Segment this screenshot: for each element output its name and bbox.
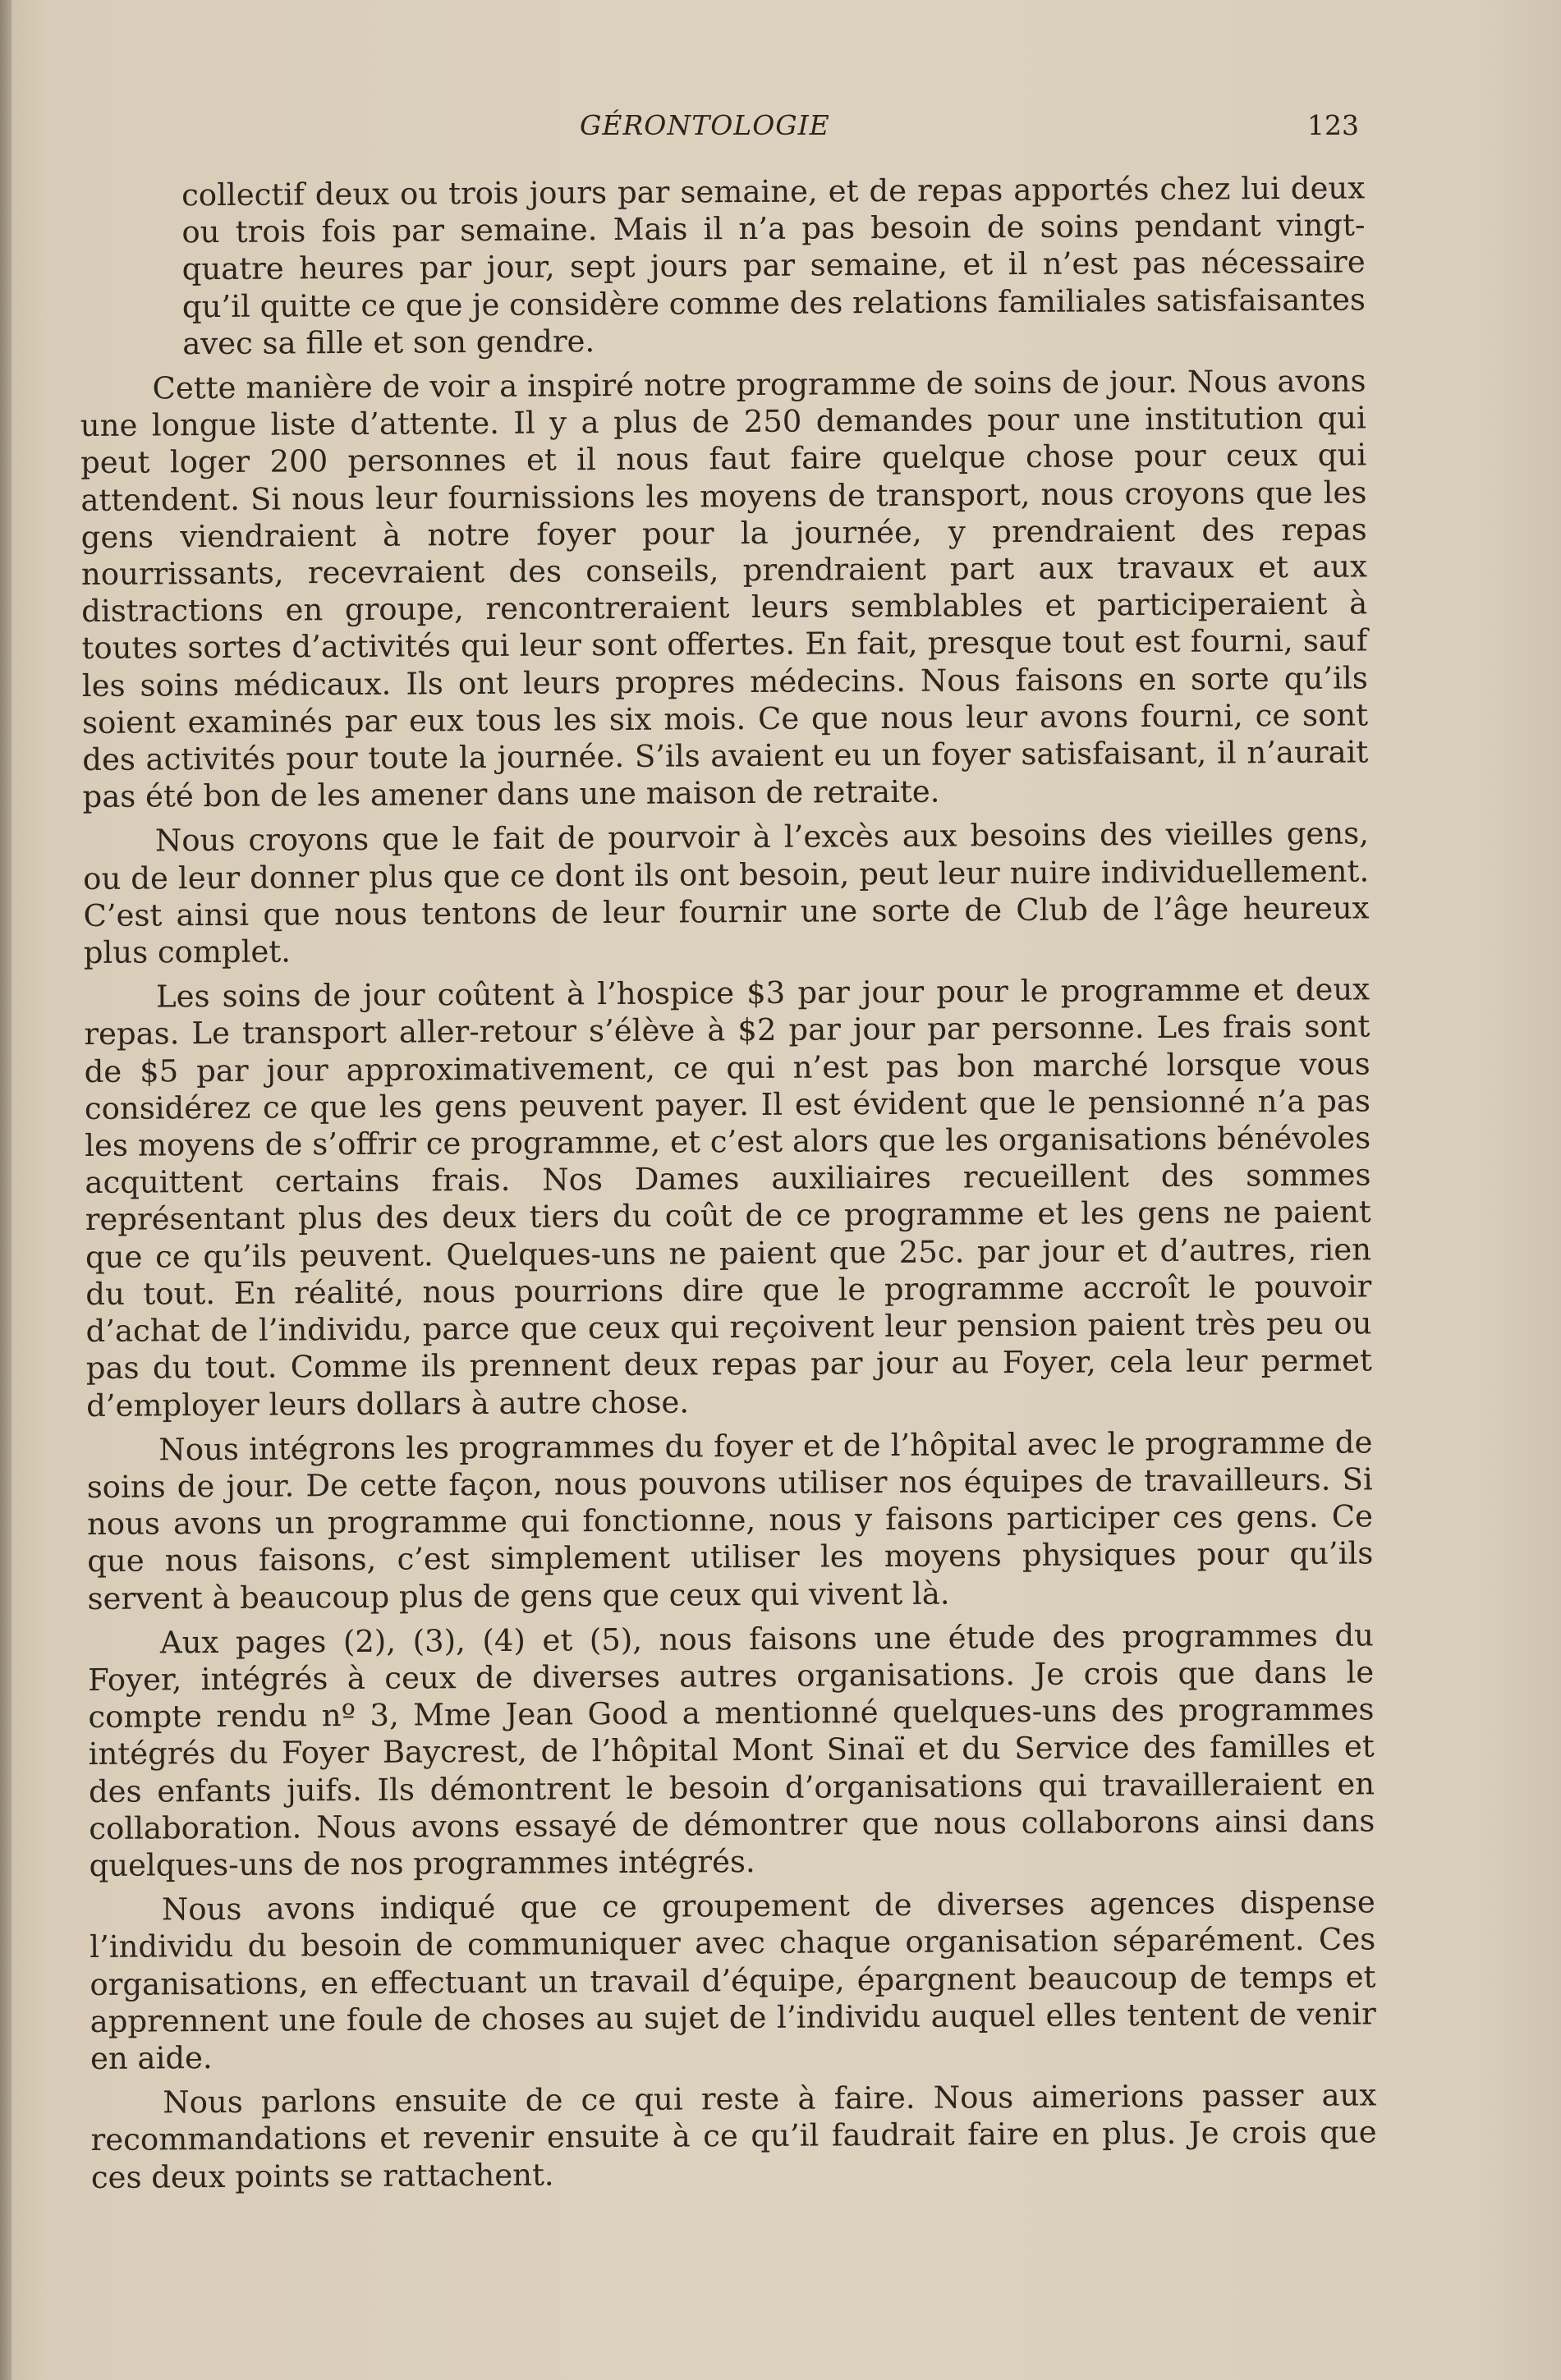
- book-spine-shadow: [0, 0, 11, 2380]
- page-header: [0, 105, 1561, 146]
- paragraph: Nous croyons que le fait de pourvoir à l’excès aux besoins des vieilles gens, ou de leur donner plus que ce dont ils ont besoin, peut leur nuire individuellement. C’est ainsi que nous tentons de leur fournir une sorte de Club de l’âge heureux plus complet.: [83, 815, 1370, 971]
- body-text: [79, 169, 1377, 2203]
- paragraph: Nous avons indiqué que ce groupement de diverses agences dispense l’individu du besoin de communiquer avec chaque organisation séparément. Ces organisations, en effectuant un travail d’équipe, épargnent beaucoup de temps et apprennent une foule de choses au sujet de l’individu auquel elles tentent de venir en aide.: [90, 1884, 1376, 2076]
- running-title: GÉRONTOLOGIE: [580, 109, 830, 141]
- paragraph: Nous parlons ensuite de ce qui reste à faire. Nous aimerions passer aux recommandations et revenir ensuite à ce qu’il faudrait faire en plus. Je crois que ces deux points se rattachent.: [90, 2077, 1377, 2195]
- paragraph-continued: collectif deux ou trois jours par semaine, et de repas apportés chez lui deux ou trois fois par semaine. Mais il n’a pas besoin de soins pendant vingt-quatre heures par jour, sept jours par semaine, et il n’est pas nécessaire qu’il quitte ce que je considère comme des relations familiales satisfaisantes avec sa fille et son gendre.: [181, 170, 1366, 362]
- paragraph: Cette manière de voir a inspiré notre programme de soins de jour. Nous avons une longue liste d’attente. Il y a plus de 250 demandes pour une institution qui peut loger 200 personnes et il nous faut faire quelque chose pour ceux qui attendent. Si nous leur fournissions les moyens de transport, nous croyons que les gens viendraient à notre foyer pour la journée, y prendraient des repas nourrissants, recevraient des conseils, prendraient part aux travaux et aux distractions en groupe, rencontreraient leurs semblables et participeraient à toutes sortes d’activités qui leur sont offertes. En fait, presque tout est fourni, sauf les soins médicaux. Ils ont leurs propres médecins. Nous faisons en sorte qu’ils soient examinés par eux tous les six mois. Ce que nous leur avons fourni, ce sont des activités pour toute la journée. S’ils avaient eu un foyer satisfaisant, il n’aurait pas été bon de les amener dans une maison de retraite.: [80, 363, 1369, 815]
- paragraph: Les soins de jour coûtent à l’hospice $3 par jour pour le programme et deux repas. Le transport aller-retour s’élève à $2 par jour par personne. Les frais sont de $5 par jour approximativement, ce qui n’est pas bon marché lorsque vous considérez ce que les gens peuvent payer. Il est évident que le pensionné n’a pas les moyens de s’offrir ce programme, et c’est alors que les organisations bénévoles acquittent certains frais. Nos Dames auxiliaires recueillent des sommes représentant plus des deux tiers du coût de ce programme et les gens ne paient que ce qu’ils peuvent. Quelques-uns ne paient que 25c. par jour et d’autres, rien du tout. En réalité, nous pourrions dire que le programme accroît le pouvoir d’achat de l’individu, parce que ceux qui reçoivent leur pension paient très peu ou pas du tout. Comme ils prennent deux repas par jour au Foyer, cela leur permet d’employer leurs dollars à autre chose.: [84, 971, 1372, 1424]
- paragraph: Nous intégrons les programmes du foyer et de l’hôpital avec le programme de soins de jour. De cette façon, nous pouvons utiliser nos équipes de travailleurs. Si nous avons un programme qui fonctionne, nous y faisons participer ces gens. Ce que nous faisons, c’est simplement utiliser les moyens physiques pour qu’ils servent à beaucoup plus de gens que ceux qui vivent là.: [86, 1424, 1374, 1616]
- page-number: 123: [1307, 109, 1359, 141]
- paragraph: Aux pages (2), (3), (4) et (5), nous faisons une étude des programmes du Foyer, intégrés à ceux de diverses autres organisations. Je crois que dans le compte rendu nº 3, Mme Jean Good a mentionné quelques-uns des programmes intégrés du Foyer Baycrest, de l’hôpital Mont Sinaï et du Service des familles et des enfants juifs. Ils démontrent le besoin d’organisations qui travailleraient en collaboration. Nous avons essayé de démontrer que nous collaborons ainsi dans quelques-uns de nos programmes intégrés.: [88, 1617, 1375, 1883]
